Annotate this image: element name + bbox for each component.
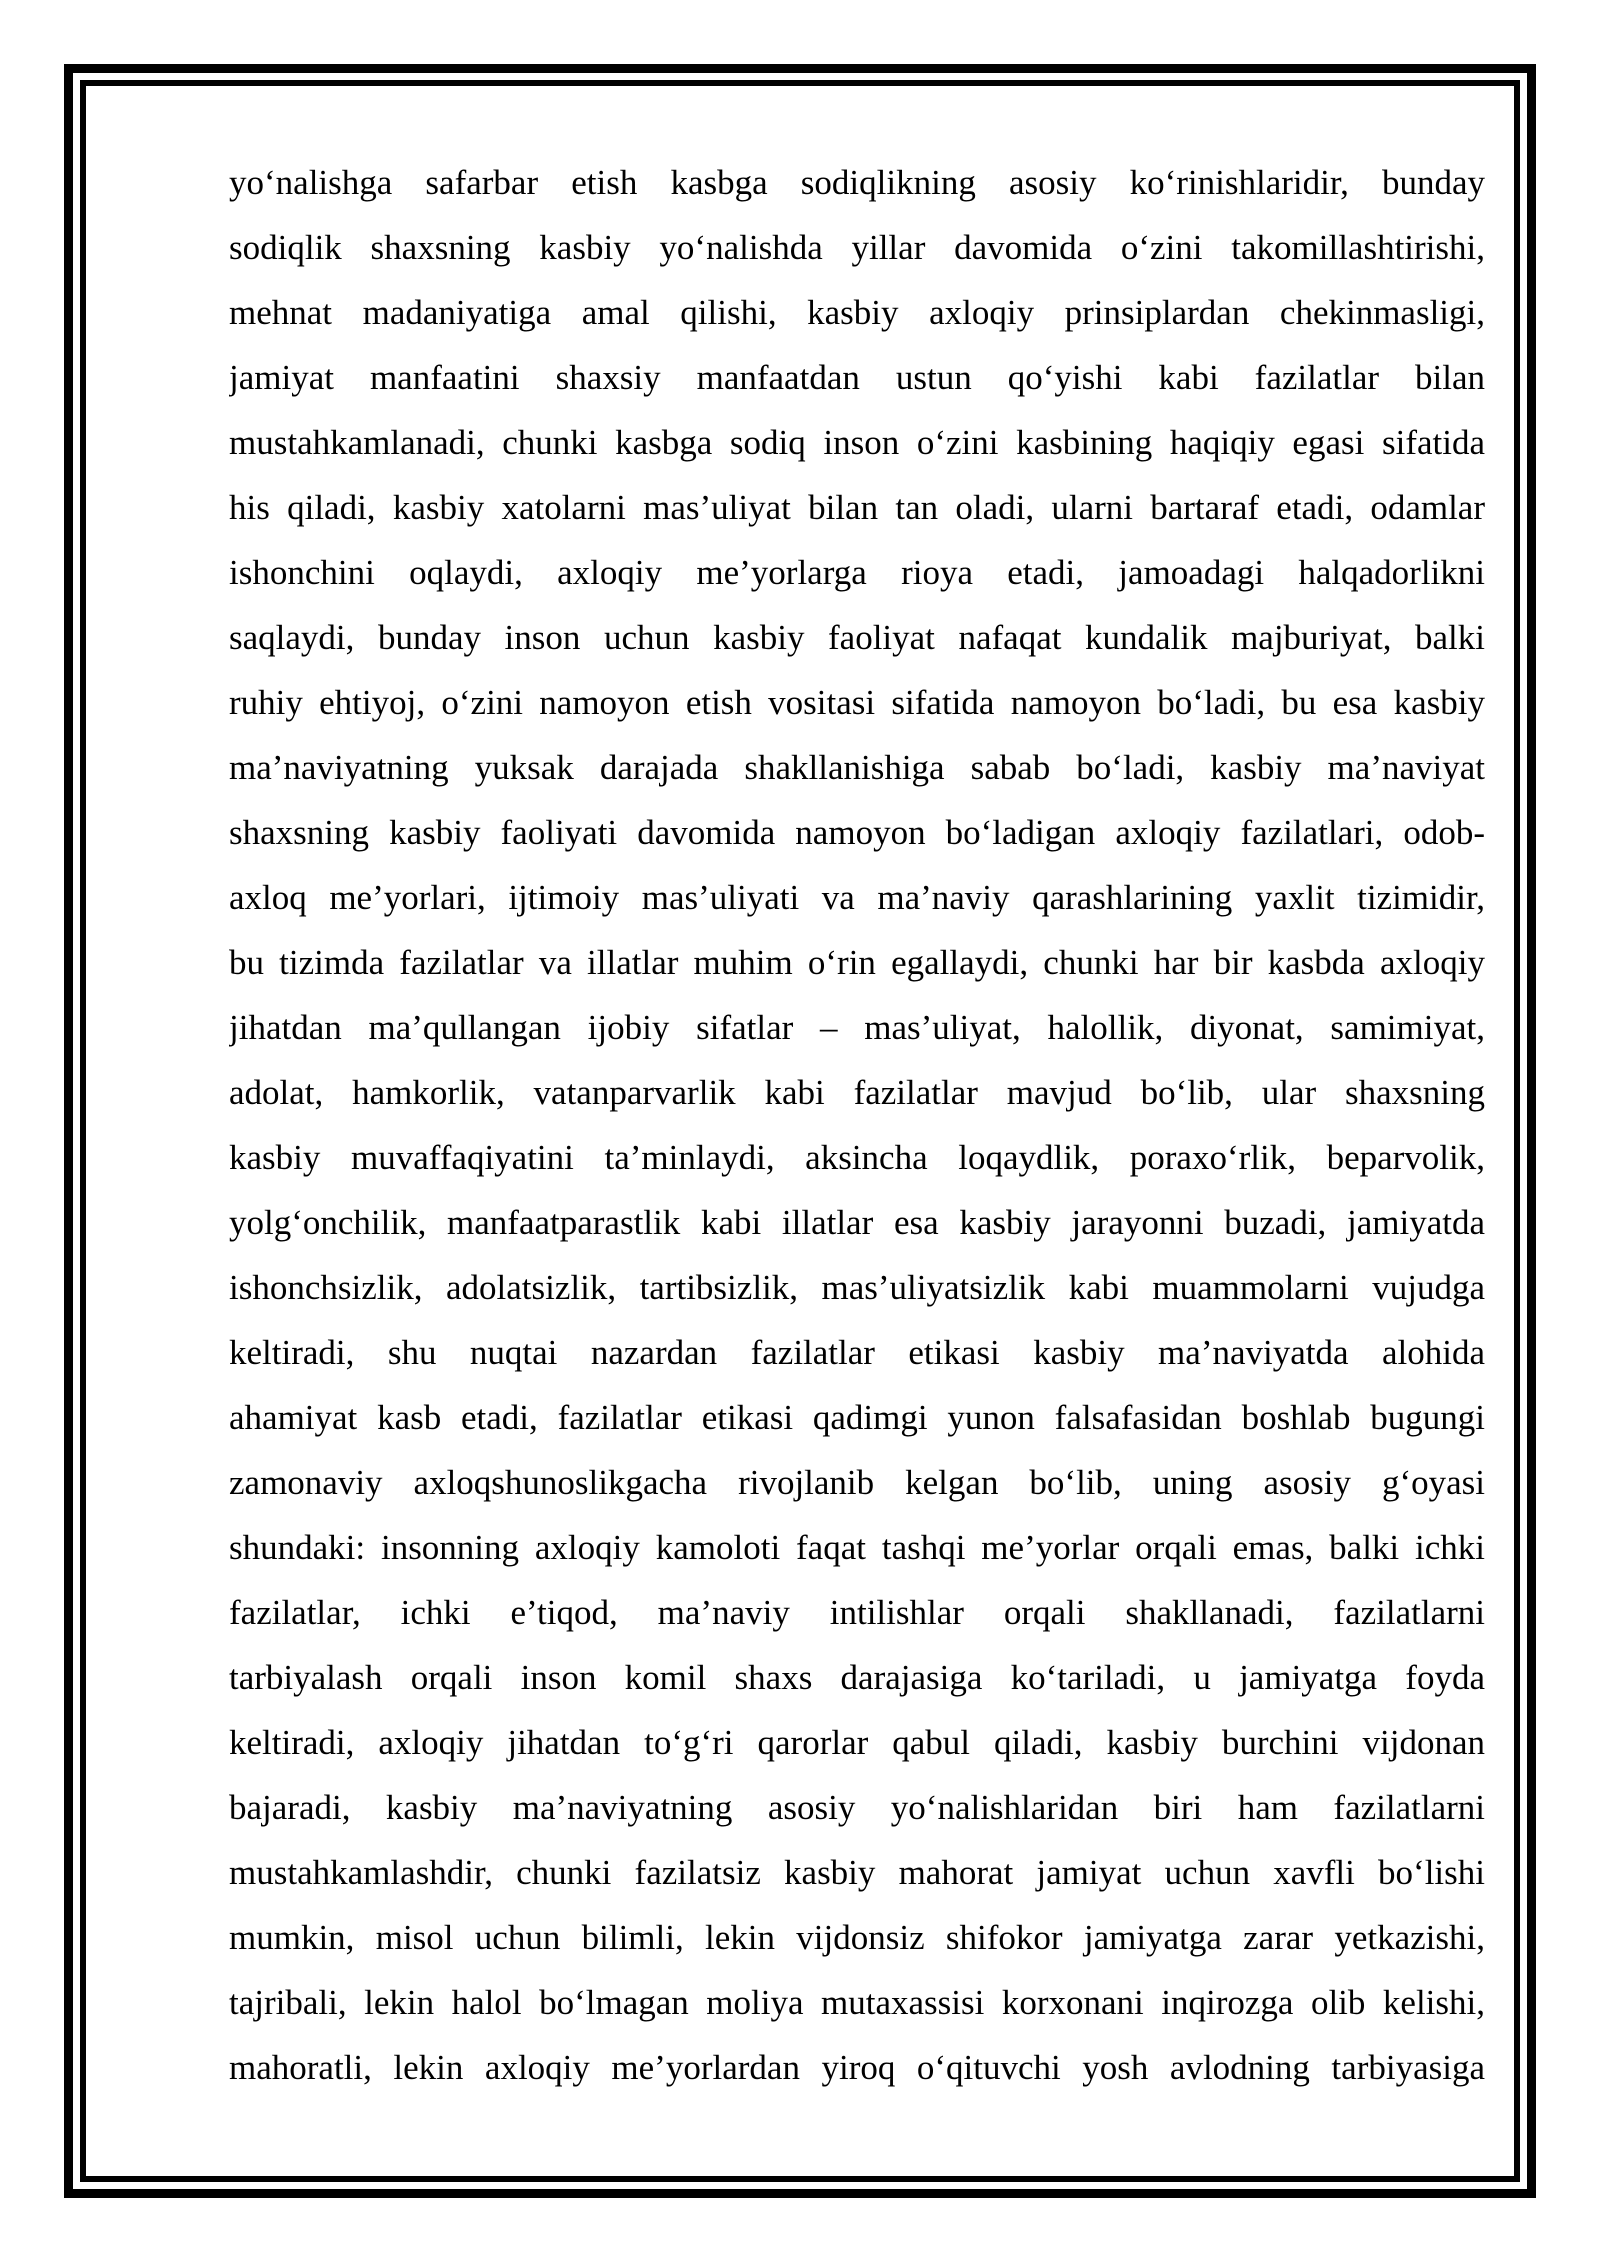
- body-text: [229, 150, 1485, 2100]
- text-line: axloq me’yorlari, ijtimoiy mas’uliyati va ma’naviy qarashlarining yaxlit tizimidir,: [229, 878, 1485, 917]
- text-line: mustahkamlashdir, chunki fazilatsiz kasbiy mahorat jamiyat uchun xavfli bo‘lishi: [229, 1853, 1485, 1892]
- text-line: shaxsning kasbiy faoliyati davomida namoyon bo‘ladigan axloqiy fazilatlari, odob-: [229, 813, 1485, 852]
- text-line: bu tizimda fazilatlar va illatlar muhim o‘rin egallaydi, chunki har bir kasbda axloqiy: [229, 943, 1485, 982]
- text-line: tajribali, lekin halol bo‘lmagan moliya mutaxassisi korxonani inqirozga olib kelishi,: [229, 1983, 1485, 2022]
- text-line: jamiyat manfaatini shaxsiy manfaatdan ustun qo‘yishi kabi fazilatlar bilan: [229, 358, 1485, 397]
- text-line: ishonchsizlik, adolatsizlik, tartibsizlik, mas’uliyatsizlik kabi muammolarni vujudga: [229, 1268, 1485, 1307]
- text-line: ma’naviyatning yuksak darajada shakllanishiga sabab bo‘ladi, kasbiy ma’naviyat: [229, 748, 1485, 787]
- text-line: ruhiy ehtiyoj, o‘zini namoyon etish vositasi sifatida namoyon bo‘ladi, bu esa kasbiy: [229, 683, 1485, 722]
- text-line: bajaradi, kasbiy ma’naviyatning asosiy yo‘nalishlaridan biri ham fazilatlarni: [229, 1788, 1485, 1827]
- text-line: ahamiyat kasb etadi, fazilatlar etikasi qadimgi yunon falsafasidan boshlab bugungi: [229, 1398, 1485, 1437]
- text-line: keltiradi, axloqiy jihatdan to‘g‘ri qarorlar qabul qiladi, kasbiy burchini vijdonan: [229, 1723, 1485, 1762]
- text-line: fazilatlar, ichki e’tiqod, ma’naviy intilishlar orqali shakllanadi, fazilatlarni: [229, 1593, 1485, 1632]
- text-line: kasbiy muvaffaqiyatini ta’minlaydi, aksincha loqaydlik, poraxo‘rlik, beparvolik,: [229, 1138, 1485, 1177]
- text-line: mustahkamlanadi, chunki kasbga sodiq inson o‘zini kasbining haqiqiy egasi sifatida: [229, 423, 1485, 462]
- text-line: zamonaviy axloqshunoslikgacha rivojlanib kelgan bo‘lib, uning asosiy g‘oyasi: [229, 1463, 1485, 1502]
- text-line: shundaki: insonning axloqiy kamoloti faqat tashqi me’yorlar orqali emas, balki ichki: [229, 1528, 1485, 1567]
- text-line: yo‘nalishga safarbar etish kasbga sodiqlikning asosiy ko‘rinishlaridir, bunday: [229, 163, 1485, 202]
- text-line: mumkin, misol uchun bilimli, lekin vijdonsiz shifokor jamiyatga zarar yetkazishi,: [229, 1918, 1485, 1957]
- text-line: jihatdan ma’qullangan ijobiy sifatlar – mas’uliyat, halollik, diyonat, samimiyat,: [229, 1008, 1485, 1047]
- text-line: keltiradi, shu nuqtai nazardan fazilatlar etikasi kasbiy ma’naviyatda alohida: [229, 1333, 1485, 1372]
- text-line: mahoratli, lekin axloqiy me’yorlardan yiroq o‘qituvchi yosh avlodning tarbiyasiga: [229, 2048, 1485, 2087]
- text-line: yolg‘onchilik, manfaatparastlik kabi illatlar esa kasbiy jarayonni buzadi, jamiyatda: [229, 1203, 1485, 1242]
- text-line: mehnat madaniyatiga amal qilishi, kasbiy axloqiy prinsiplardan chekinmasligi,: [229, 293, 1485, 332]
- text-line: tarbiyalash orqali inson komil shaxs darajasiga ko‘tariladi, u jamiyatga foyda: [229, 1658, 1485, 1697]
- text-line: saqlaydi, bunday inson uchun kasbiy faoliyat nafaqat kundalik majburiyat, balki: [229, 618, 1485, 657]
- text-line: his qiladi, kasbiy xatolarni mas’uliyat bilan tan oladi, ularni bartaraf etadi, odamlar: [229, 488, 1485, 527]
- text-line: adolat, hamkorlik, vatanparvarlik kabi fazilatlar mavjud bo‘lib, ular shaxsning: [229, 1073, 1485, 1112]
- text-line: ishonchini oqlaydi, axloqiy me’yorlarga rioya etadi, jamoadagi halqadorlikni: [229, 553, 1485, 592]
- text-line: sodiqlik shaxsning kasbiy yo‘nalishda yillar davomida o‘zini takomillashtirishi,: [229, 228, 1485, 267]
